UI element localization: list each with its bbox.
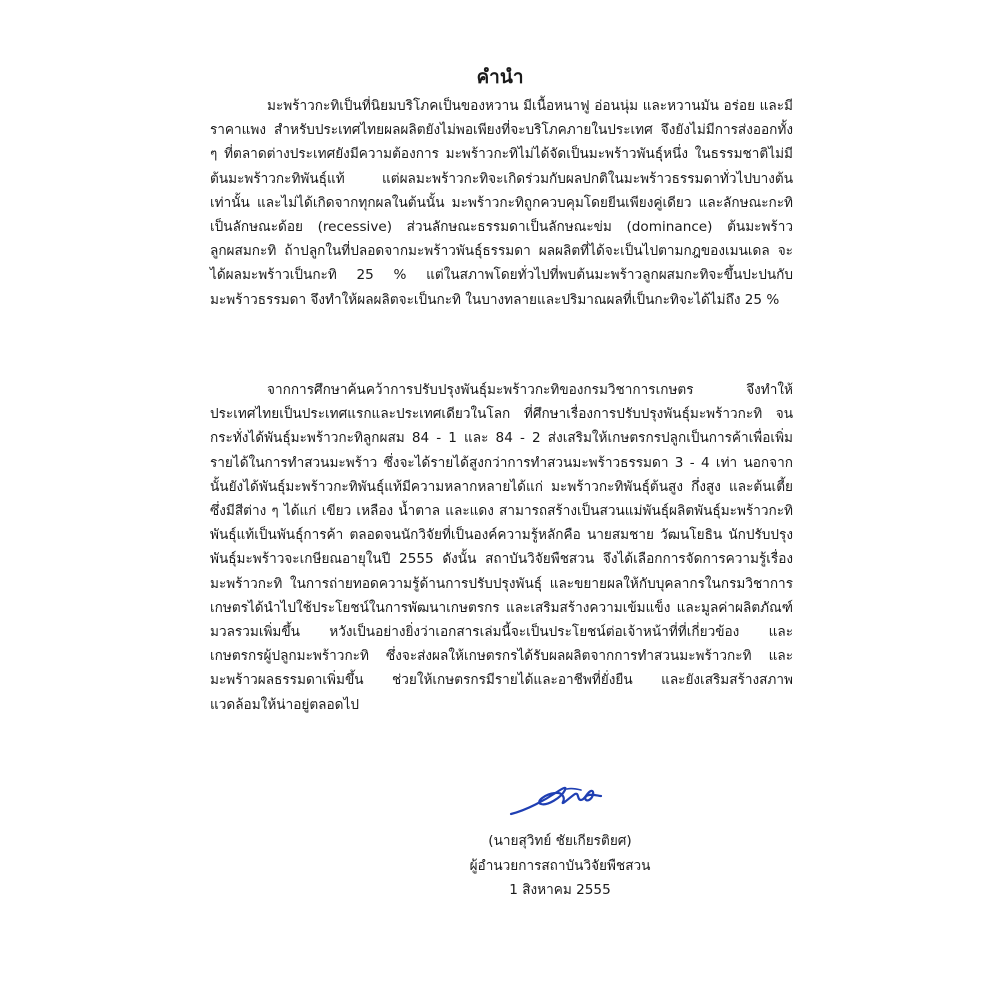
page-title: คำนำ (476, 66, 524, 88)
signature-date: 1 สิงหาคม 2555 (509, 882, 611, 898)
signer-position: ผู้อำนวยการสถาบันวิจัยพืชสวน (469, 857, 651, 874)
handwritten-signature (505, 778, 605, 820)
signature-block (450, 829, 670, 903)
body-paragraph-1: มะพร้าวกะทิเป็นที่นิยมบริโภคเป็นของหวาน มีเนื้อหนาฟู อ่อนนุ่ม และหวานมัน อร่อย และมีราคาแพง สำหรับประเทศไทยผลผลิตยังไม่พอเพียงที่จะบริโภคภายในประเทศ จึงยังไม่มีการส่งออกทั้ง ๆ ที่ตลาดต่างประเทศยังมีความต้องการ มะพร้าวกะทิไม่ได้จัดเป็นมะพร้าวพันธุ์หนึ่ง ในธรรมชาติไม่มีต้นมะพร้าวกะทิพันธุ์แท้ แต่ผลมะพร้าวกะทิจะเกิดร่วมกับผลปกติในมะพร้าวธรรมดาทั่วไปบางต้นเท่านั้น และไม่ได้เกิดจากทุกผลในต้นนั้น มะพร้าวกะทิถูกควบคุมโดยยีนเพียงคู่เดียว และลักษณะกะทิเป็นลักษณะด้อย (recessive) ส่วนลักษณะธรรมดาเป็นลักษณะข่ม (dominance) ต้นมะพร้าวลูกผสมกะทิ ถ้าปลูกในที่ปลอดจากมะพร้าวพันธุ์ธรรมดา ผลผลิตที่ได้จะเป็นไปตามกฎของเมนเดล จะได้ผลมะพร้าวเป็นกะทิ 25 % แต่ในสภาพโดยทั่วไปที่พบต้นมะพร้าวลูกผสมกะทิจะขึ้นปะปนกับมะพร้าวธรรมดา จึงทำให้ผลผลิตจะเป็นกะทิ ในบางทลายและปริมาณผลที่เป็นกะทิจะได้ไม่ถึง 25 % (210, 98, 793, 308)
body-paragraph-2: จากการศึกษาค้นคว้าการปรับปรุงพันธุ์มะพร้าวกะทิของกรมวิชาการเกษตร จึงทำให้ประเทศไทยเป็นประเทศแรกและประเทศเดียวในโลก ที่ศึกษาเรื่องการปรับปรุงพันธุ์มะพร้าวกะทิ จนกระทั่งได้พันธุ์มะพร้าวกะทิลูกผสม 84 - 1 และ 84 - 2 ส่งเสริมให้เกษตรกรปลูกเป็นการค้าเพื่อเพิ่มรายได้ในการทำสวนมะพร้าว ซึ่งจะได้รายได้สูงกว่าการทำสวนมะพร้าวธรรมดา 3 - 4 เท่า นอกจากนั้นยังได้พันธุ์มะพร้าวกะทิพันธุ์แท้มีความหลากหลายได้แก่ มะพร้าวกะทิพันธุ์ต้นสูง กึ่งสูง และต้นเตี้ย ซึ่งมีสีต่าง ๆ ได้แก่ เขียว เหลือง น้ำตาล และแดง สามารถสร้างเป็นสวนแม่พันธุ์ผลิตพันธุ์มะพร้าวกะทิพันธุ์แท้เป็นพันธุ์การค้า ตลอดจนนักวิจัยที่เป็นองค์ความรู้หลักคือ นายสมชาย วัฒนโยธิน นักปรับปรุงพันธุ์มะพร้าวจะเกษียณอายุในปี 2555 ดังนั้น สถาบันวิจัยพืชสวน จึงได้เลือกการจัดการความรู้เรื่อง มะพร้าวกะทิ ในการถ่ายทอดความรู้ด้านการปรับปรุงพันธุ์ และขยายผลให้กับบุคลากรในกรมวิชาการเกษตรได้นำไปใช้ประโยชน์ในการพัฒนาเกษตรกร และเสริมสร้างความเข้มแข็ง และมูลค่าผลิตภัณฑ์มวลรวมเพิ่มขึ้น หวังเป็นอย่างยิ่งว่าเอกสารเล่มนี้จะเป็นประโยชน์ต่อเจ้าหน้าที่ที่เกี่ยวข้อง และเกษตรกรผู้ปลูกมะพร้าวกะทิ ซึ่งจะส่งผลให้เกษตรกรได้รับผลผลิตจากการทำสวนมะพร้าวกะทิ และมะพร้าวผลธรรมดาเพิ่มขึ้น ช่วยให้เกษตรกรมีรายได้และอาชีพที่ยั่งยืน และยังเสริมสร้างสภาพแวดล้อมให้น่าอยู่ตลอดไป (210, 382, 793, 713)
signer-name: (นายสุวิทย์ ชัยเกียรติยศ) (488, 833, 632, 849)
